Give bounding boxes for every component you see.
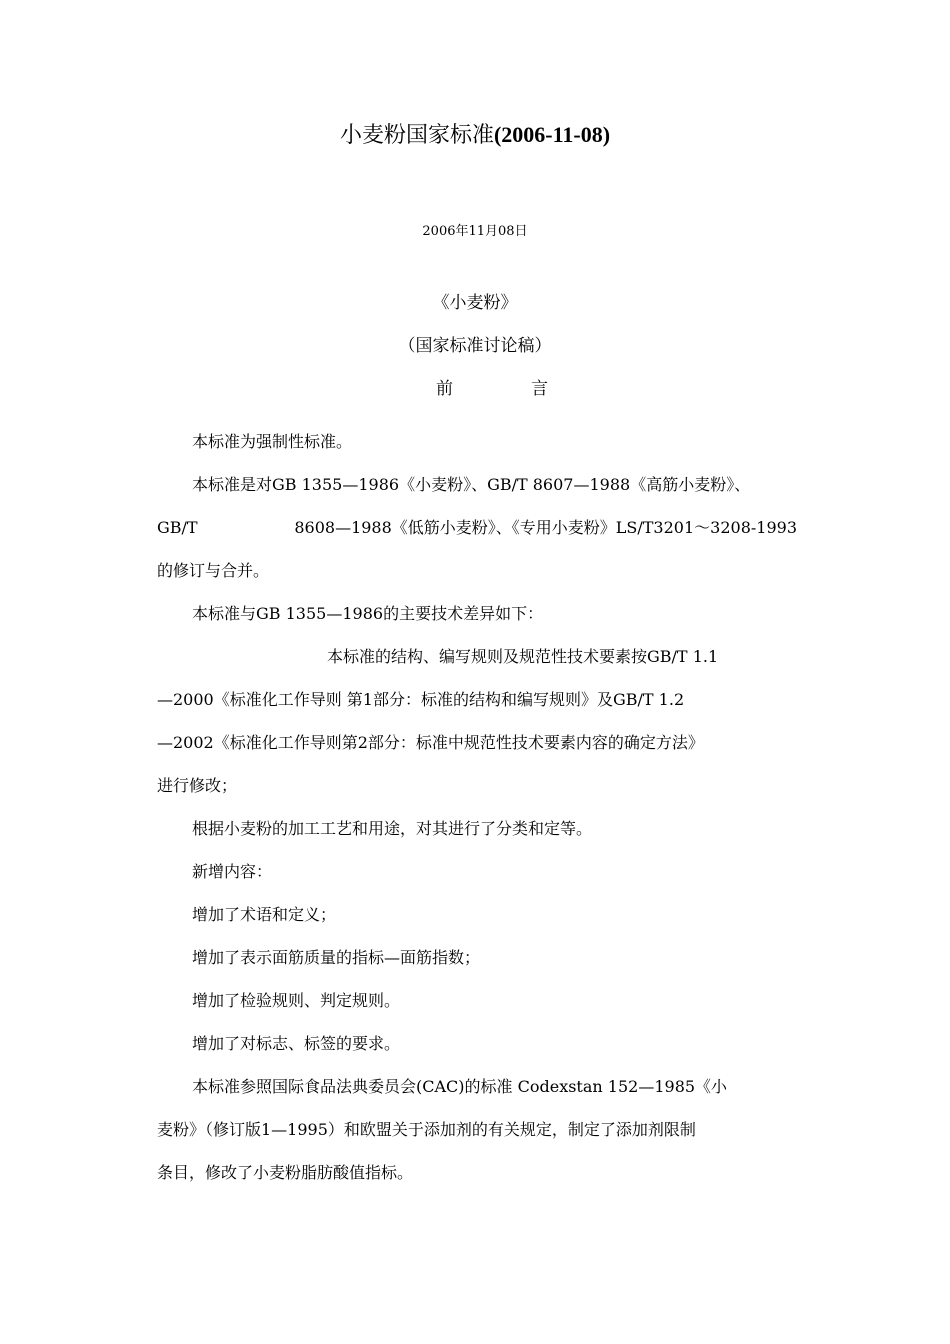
paragraph-revision-line-3: 的修订与合并。	[157, 561, 270, 580]
preface-heading-char-2: 言	[531, 379, 548, 399]
list-item-gluten-index: 增加了表示面筋质量的指标—面筋指数；	[192, 948, 481, 967]
title-main: 小麦粉国家标准	[339, 123, 494, 148]
list-item-inspection-rules: 增加了检验规则、判定规则。	[192, 991, 401, 1010]
title-date-suffix: (2006-11-08)	[493, 122, 611, 147]
document-title	[0, 118, 950, 153]
revision-line-2-prefix: GB/T	[157, 518, 198, 537]
revision-line-2-rest: 8608—1988《低筋小麦粉》、《专用小麦粉》LS/T3201～3208-1993	[294, 518, 797, 537]
paragraph-revision-line-2	[157, 506, 797, 549]
paragraph-reference-line-3: 条目，修改了小麦粉脂肪酸值指标。	[157, 1163, 414, 1182]
paragraph-revision-line-1: 本标准是对GB 1355—1986《小麦粉》、GB/T 8607—1988《高筋小麦粉》、	[192, 475, 751, 494]
paragraph-differences: 本标准与GB 1355—1986的主要技术差异如下：	[192, 604, 544, 623]
preface-body	[157, 420, 797, 1194]
publish-date: 2006年11月08日	[422, 224, 528, 239]
list-item-terms: 增加了术语和定义；	[192, 905, 337, 924]
paragraph-new-content: 新增内容：	[192, 862, 273, 881]
paragraph-structure-line-3: —2002《标准化工作导则第2部分：标准中规范性技术要素内容的确定方法》	[157, 733, 704, 752]
preface-heading-char-1: 前	[436, 379, 453, 399]
standard-name: 《小麦粉》	[432, 293, 518, 313]
paragraph-reference-line-2: 麦粉》（修订版1—1995）和欧盟关于添加剂的有关规定，制定了添加剂限制	[157, 1120, 696, 1139]
draft-status: （国家标准讨论稿）	[398, 336, 552, 356]
list-item-labeling: 增加了对标志、标签的要求。	[192, 1034, 401, 1053]
paragraph-structure-line-4: 进行修改；	[157, 776, 238, 795]
paragraph-structure-line-2: —2000《标准化工作导则 第1部分：标准的结构和编写规则》及GB/T 1.2	[157, 690, 685, 709]
paragraph-classification: 根据小麦粉的加工工艺和用途，对其进行了分类和定等。	[192, 819, 593, 838]
paragraph-mandatory: 本标准为强制性标准。	[192, 432, 353, 451]
paragraph-reference-line-1: 本标准参照国际食品法典委员会(CAC)的标准 Codexstan 152—1985《小	[192, 1077, 728, 1096]
paragraph-structure-line-1: 本标准的结构、编写规则及规范性技术要素按GB/T 1.1	[327, 647, 719, 666]
